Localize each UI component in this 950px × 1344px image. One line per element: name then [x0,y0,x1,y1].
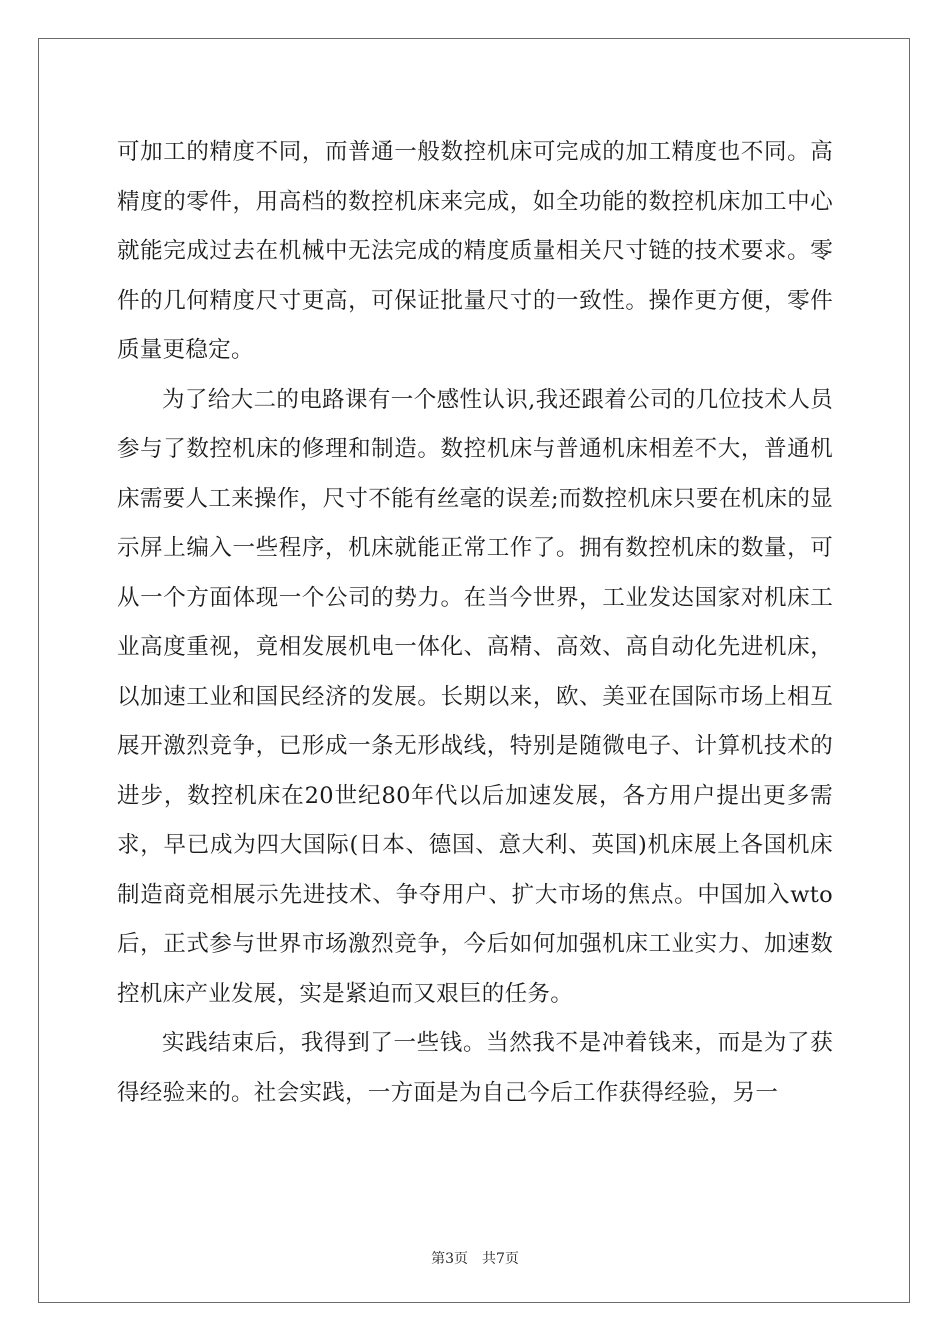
document-body [117,128,833,1118]
paragraph-3: 实践结束后，我得到了一些钱。当然我不是冲着钱来，而是为了获得经验来的。社会实践，一方面是为自己今后工作获得经验，另一 [117,1030,833,1106]
page-number-current: 第3页 [431,1251,468,1267]
page-footer [0,1248,950,1268]
paragraph-2: 为了给大二的电路课有一个感性认识,我还跟着公司的几位技术人员参与了数控机床的修理和制造。数控机床与普通机床相差不大，普通机床需要人工来操作，尺寸不能有丝毫的误差;而数控机床只要在机床的显示屏上编入一些程序，机床就能正常工作了。拥有数控机床的数量，可从一个方面体现一个公司的势力。在当今世界，工业发达国家对机床工业高度重视，竟相发展机电一体化、高精、高效、高自动化先进机床，以加速工业和国民经济的发展。长期以来，欧、美亚在国际市场上相互展开激烈竞争，已形成一条无形战线，特别是随微电子、计算机技术的进步，数控机床在20世纪80年代以后加速发展，各方用户提出更多需求，早已成为四大国际(日本、德国、意大利、英国)机床展上各国机床制造商竞相展示先进技术、争夺用户、扩大市场的焦点。中国加入wto后，正式参与世界市场激烈竞争，今后如何加强机床工业实力、加速数控机床产业发展，实是紧迫而又艰巨的任务。 [117,386,833,1007]
page-number-total: 共7页 [482,1251,519,1267]
paragraph-1: 可加工的精度不同，而普通一般数控机床可完成的加工精度也不同。高精度的零件，用高档的数控机床来完成，如全功能的数控机床加工中心就能完成过去在机械中无法完成的精度质量相关尺寸链的技术要求。零件的几何精度尺寸更高，可保证批量尺寸的一致性。操作更方便，零件质量更稳定。 [117,139,833,363]
